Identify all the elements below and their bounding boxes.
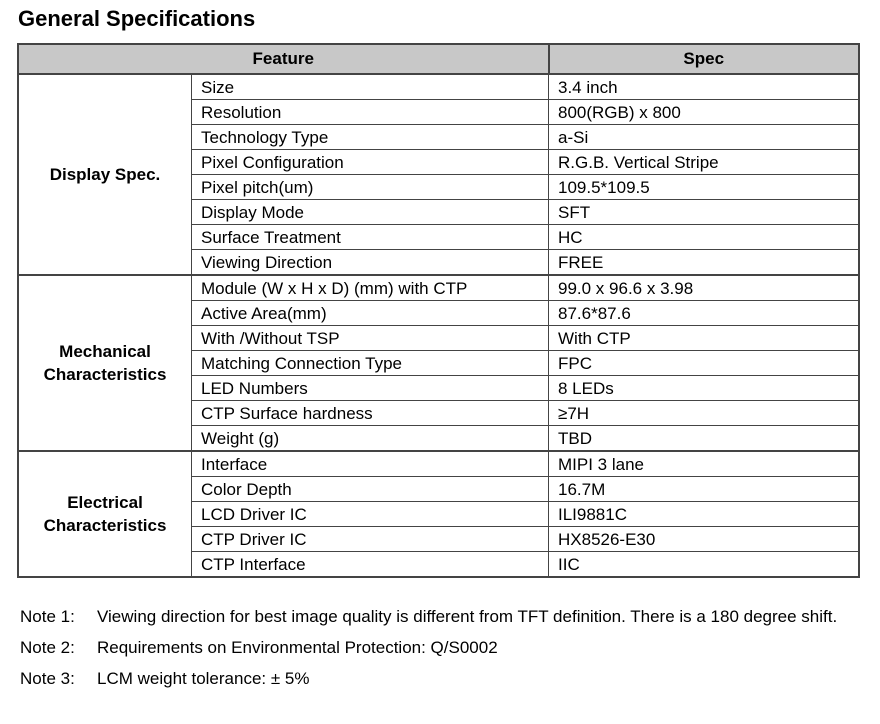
- spec-cell: HC: [549, 225, 860, 250]
- notes-section: [20, 606, 860, 699]
- note-item: [20, 637, 860, 659]
- spec-cell: 8 LEDs: [549, 376, 860, 401]
- spec-cell: HX8526-E30: [549, 527, 860, 552]
- spec-cell: IIC: [549, 552, 860, 578]
- feature-cell: LED Numbers: [192, 376, 549, 401]
- note-text: LCM weight tolerance: ± 5%: [97, 669, 310, 688]
- page-title: General Specifications: [18, 6, 256, 31]
- group-label: Electrical Characteristics: [18, 451, 192, 577]
- spec-cell: 800(RGB) x 800: [549, 100, 860, 125]
- spec-cell: ILI9881C: [549, 502, 860, 527]
- spec-cell: a-Si: [549, 125, 860, 150]
- table-header-row: [18, 44, 859, 74]
- feature-cell: Display Mode: [192, 200, 549, 225]
- feature-cell: Weight (g): [192, 426, 549, 452]
- spec-table: [17, 43, 860, 578]
- note-label: Note 1:: [20, 607, 75, 626]
- table-row: [18, 275, 859, 301]
- group-label: Mechanical Characteristics: [18, 275, 192, 451]
- feature-cell: Matching Connection Type: [192, 351, 549, 376]
- feature-cell: With /Without TSP: [192, 326, 549, 351]
- spec-table-body: [18, 74, 859, 577]
- feature-cell: Resolution: [192, 100, 549, 125]
- spec-cell: TBD: [549, 426, 860, 452]
- spec-cell: SFT: [549, 200, 860, 225]
- feature-cell: Module (W x H x D) (mm) with CTP: [192, 275, 549, 301]
- spec-cell: 99.0 x 96.6 x 3.98: [549, 275, 860, 301]
- spec-cell: R.G.B. Vertical Stripe: [549, 150, 860, 175]
- note-label: Note 3:: [20, 669, 75, 688]
- feature-cell: LCD Driver IC: [192, 502, 549, 527]
- spec-cell: ≥7H: [549, 401, 860, 426]
- note-text: Requirements on Environmental Protection: Q/S0002: [97, 638, 498, 657]
- feature-cell: Viewing Direction: [192, 250, 549, 276]
- note-text: Viewing direction for best image quality is different from TFT definition. There is a 180 degree shift.: [97, 607, 838, 626]
- spec-cell: MIPI 3 lane: [549, 451, 860, 477]
- feature-cell: Technology Type: [192, 125, 549, 150]
- feature-cell: Surface Treatment: [192, 225, 549, 250]
- spec-cell: 87.6*87.6: [549, 301, 860, 326]
- group-label: Display Spec.: [18, 74, 192, 275]
- spec-cell: 3.4 inch: [549, 74, 860, 100]
- feature-cell: Pixel Configuration: [192, 150, 549, 175]
- spec-cell: FPC: [549, 351, 860, 376]
- feature-cell: Size: [192, 74, 549, 100]
- spec-cell: With CTP: [549, 326, 860, 351]
- feature-cell: Color Depth: [192, 477, 549, 502]
- table-row: [18, 451, 859, 477]
- note-label: Note 2:: [20, 638, 75, 657]
- feature-cell: CTP Surface hardness: [192, 401, 549, 426]
- feature-cell: Active Area(mm): [192, 301, 549, 326]
- feature-cell: Pixel pitch(um): [192, 175, 549, 200]
- feature-column-header: Feature: [18, 44, 549, 74]
- feature-cell: CTP Interface: [192, 552, 549, 578]
- spec-cell: 16.7M: [549, 477, 860, 502]
- feature-cell: Interface: [192, 451, 549, 477]
- note-item: [20, 668, 860, 690]
- table-row: [18, 74, 859, 100]
- spec-column-header: Spec: [549, 44, 860, 74]
- spec-cell: 109.5*109.5: [549, 175, 860, 200]
- note-item: [20, 606, 860, 628]
- spec-cell: FREE: [549, 250, 860, 276]
- feature-cell: CTP Driver IC: [192, 527, 549, 552]
